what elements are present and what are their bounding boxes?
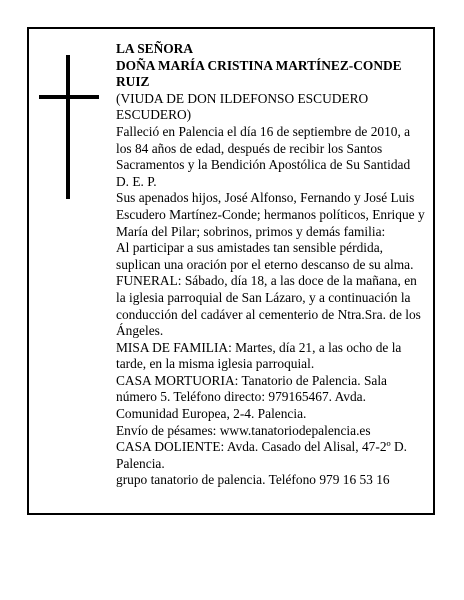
widow-of: (VIUDA DE DON ILDEFONSO ESCUDERO ESCUDERO): [116, 90, 369, 123]
death-statement: Falleció en Palencia el día 16 de septiembre de 2010, a los 84 años de edad, después de recibir los Santos Sacramentos y la Bendición Apostólica de Su Santidad: [116, 123, 411, 173]
funeral-home-info: CASA MORTUORIA: Tanatorio de Palencia. Sala número 5. Teléfono directo: 979165467. Avda. Comunidad Europea, 2-4. Palencia.: [116, 372, 387, 422]
family-mass-info: MISA DE FAMILIA: Martes, día 21, a las ocho de la tarde, en la misma iglesia parroquial.: [116, 339, 402, 372]
deceased-name: DOÑA MARÍA CRISTINA MARTÍNEZ-CONDE RUIZ: [116, 57, 402, 90]
obituary-text: [116, 41, 426, 489]
condolences-info: Envío de pésames: www.tanatoriodepalencia.es: [116, 422, 371, 438]
prayer-request: Al participar a sus amistades tan sensible pérdida, suplican una oración por el eterno descanso de su alma.: [116, 240, 414, 272]
rest-in-peace: D. E. P.: [116, 173, 157, 189]
cross-horizontal-bar: [39, 95, 99, 99]
notice-title: LA SEÑORA: [116, 41, 194, 56]
latin-cross-icon: [39, 55, 99, 199]
family-members: Sus apenados hijos, José Alfonso, Fernando y José Luis Escudero Martínez-Conde; hermanos políticos, Enrique y María del Pilar; sobrinos, primos y demás familia:: [116, 190, 425, 239]
mourning-house-info: CASA DOLIENTE: Avda. Casado del Alisal, 47-2º D. Palencia.: [116, 439, 408, 471]
obituary-notice: [27, 27, 435, 515]
footer-info: grupo tanatorio de palencia. Teléfono 979 16 53 16: [116, 472, 390, 488]
funeral-info: FUNERAL: Sábado, día 18, a las doce de la mañana, en la iglesia parroquial de San Lázaro, y a continuación la conducción del cadáver al cementerio de Ntra.Sra. de los Ángeles.: [116, 273, 421, 339]
cross-vertical-bar: [66, 55, 70, 199]
